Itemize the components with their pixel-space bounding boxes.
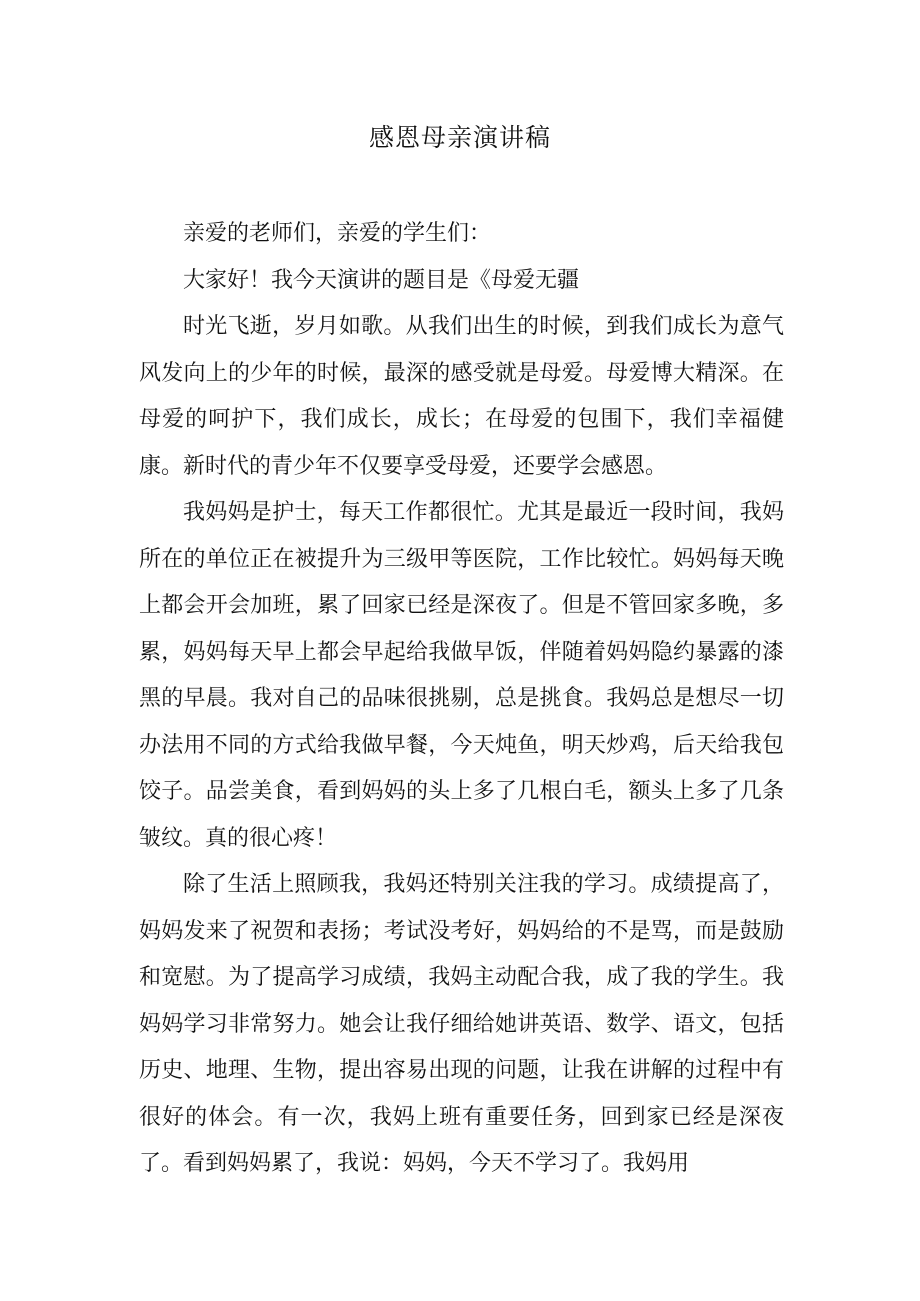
document-title: 感恩母亲演讲稿	[368, 123, 551, 152]
paragraph-greeting: 亲爱的老师们，亲爱的学生们：	[183, 221, 492, 246]
document-body	[139, 211, 784, 1188]
paragraph-study-care: 除了生活上照顾我，我妈还特别关注我的学习。成绩提高了，妈妈发来了祝贺和表扬；考试没考好，妈妈给的不是骂，而是鼓励和宽慰。为了提高学习成绩，我妈主动配合我，成了我的学生。我妈妈学习非常努力。她会让我仔细给她讲英语、数学、语文，包括历史、地理、生物，提出容易出现的问题，让我在讲解的过程中有很好的体会。有一次，我妈上班有重要任务，回到家已经是深夜了。看到妈妈累了，我说：妈妈，今天不学习了。我妈用	[139, 872, 784, 1176]
paragraph-intro: 时光飞逝，岁月如歌。从我们出生的时候，到我们成长为意气风发向上的少年的时候，最深的感受就是母爱。母爱博大精深。在母爱的呵护下，我们成长，成长；在母爱的包围下，我们幸福健康。新时代的青少年不仅要享受母爱，还要学会感恩。	[139, 314, 784, 479]
paragraph-mother-nurse: 我妈妈是护士，每天工作都很忙。尤其是最近一段时间，我妈所在的单位正在被提升为三级甲等医院，工作比较忙。妈妈每天晚上都会开会加班，累了回家已经是深夜了。但是不管回家多晚，多累，妈妈每天早上都会早起给我做早饭，伴随着妈妈隐约暴露的漆黑的早晨。我对自己的品味很挑剔，总是挑食。我妈总是想尽一切办法用不同的方式给我做早餐，今天炖鱼，明天炒鸡，后天给我包饺子。品尝美食，看到妈妈的头上多了几根白毛，额头上多了几条皱纹。真的很心疼！	[139, 500, 784, 851]
paragraph-topic: 大家好！我今天演讲的题目是《母爱无疆	[183, 267, 580, 293]
